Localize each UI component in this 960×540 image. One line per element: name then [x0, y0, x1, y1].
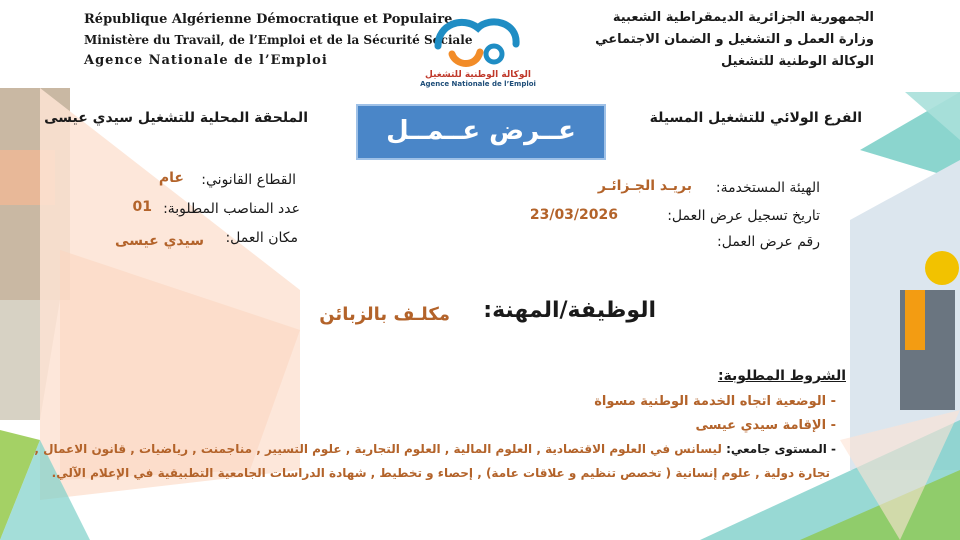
condition-item-3: [34, 442, 836, 456]
offer-number-label: رقم عرض العمل:: [717, 234, 820, 250]
header-fr-line2: Ministère du Travail, de l’Emploi et de la Sécurité Sociale: [84, 33, 473, 47]
condition-item-3-text: ليسانس في العلوم الاقتصادية , العلوم المالية , العلوم التجارية , علوم التسيير , مناجمنت , رياضيات , قانون الاعمال ,: [34, 442, 727, 456]
header-ar-line1: الجمهورية الجزائرية الديمقراطية الشعبية: [612, 10, 874, 25]
place-label: مكان العمل:: [225, 230, 298, 246]
branch-right: الفرع الولائي للتشغيل المسيلة: [649, 110, 862, 126]
header-ar-line3: الوكالة الوطنية للتشغيل: [721, 54, 874, 69]
sector-label: القطاع القانوني:: [201, 172, 296, 188]
condition-item-4: تجارة دولية , علوم إنسانية ( تخصص تنظيم و علاقات عامة) , إحصاء و تخطيط , شهادة الدراسات الجامعية التطبيقية في الإعلام الآلي.: [51, 466, 830, 480]
job-label: الوظيفة/المهنة:: [483, 298, 656, 323]
date-value: 23/03/2026: [529, 207, 618, 223]
employer-label: الهيئة المستخدمة:: [715, 180, 820, 196]
conditions-title: الشروط المطلوبة:: [717, 368, 846, 384]
condition-item-1: - الوضعية اتجاه الخدمة الوطنية مسواة: [594, 394, 836, 409]
sector-value: عام: [158, 170, 184, 186]
worker-helmet: [925, 251, 959, 285]
worker-vest: [905, 290, 925, 350]
logo-fr-text: Agence Nationale de l’Emploi: [420, 80, 536, 88]
header-fr-line3: Agence Nationale de l’Emploi: [84, 53, 328, 68]
header-fr-line1: République Algérienne Démocratique et Populaire: [84, 12, 453, 27]
place-value: سيدي عيسى: [115, 233, 204, 249]
job-value: مكلـف بالزبائن: [319, 304, 450, 325]
employer-value: بريـد الجـزائـر: [597, 178, 692, 194]
logo-ar-text: الوكالة الوطنية للتشغيل: [425, 70, 531, 80]
branch-left: الملحقة المحلية للتشغيل سيدي عيسى: [44, 110, 308, 126]
page-title: عــرض عــمــل: [356, 104, 606, 160]
posts-label: عدد المناصب المطلوبة:: [163, 201, 300, 217]
date-label: تاريخ تسجيل عرض العمل:: [667, 208, 820, 224]
header-ar-line2: وزارة العمل و التشغيل و الضمان الاجتماعي: [595, 32, 874, 47]
condition-item-3-lead: - المستوى جامعي:: [726, 442, 836, 456]
condition-item-2: - الإقامة سيدي عيسى: [695, 418, 836, 433]
posts-value: 01: [132, 199, 152, 215]
